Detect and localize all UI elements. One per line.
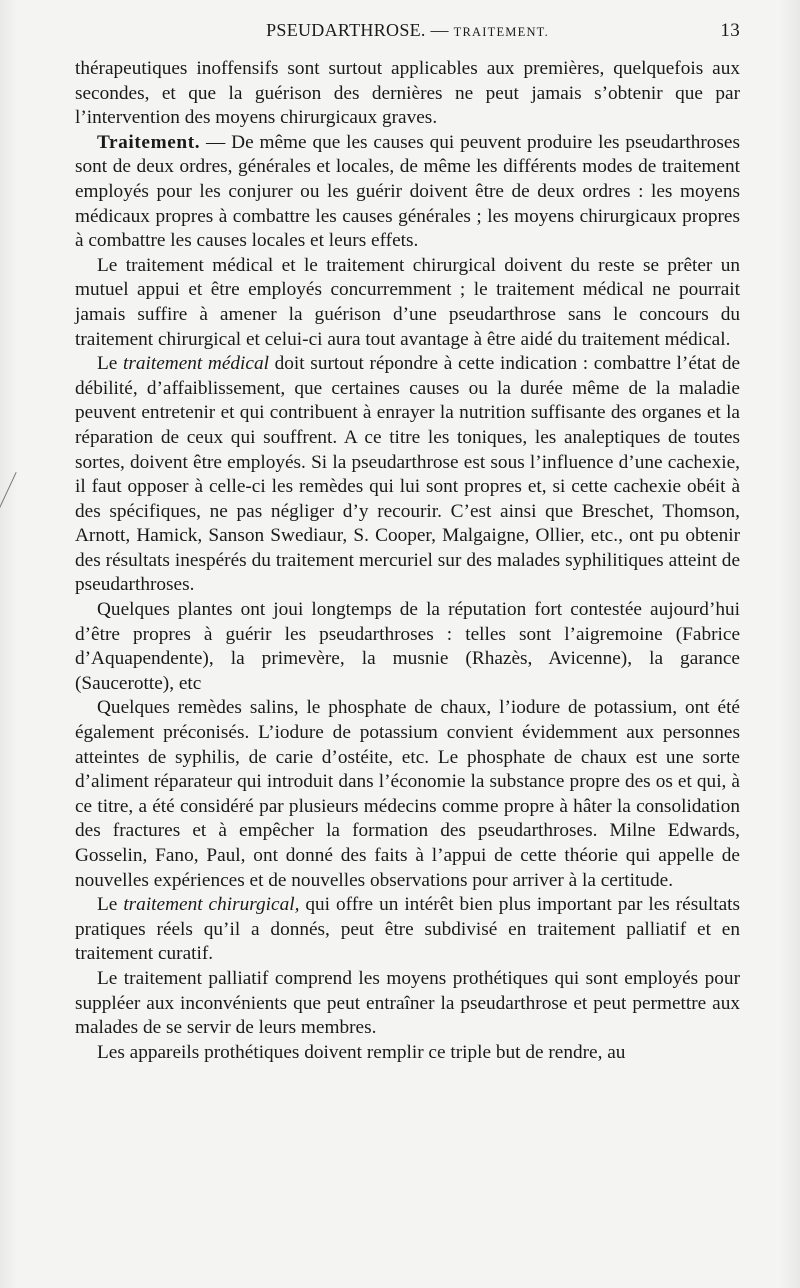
- paragraph-text: doit surtout répondre à cette indication : combattre l’état de débilité, d’affaiblissement, que certaines causes ou la durée même de la maladie peuvent entretenir et qui contribuent à enrayer la nutrition suffisante des organes et la réparation de ceux qui souffrent. A ce titre les toniques, les analeptiques de toutes sortes, doivent être employés. Si la pseudarthrose est sous l’influence d’une cachexie, il faut opposer à celle-ci les remèdes qui lui sont propres et, si cette cachexie obéit à des spécifiques, ne pas négliger d’y recourir. C’est ainsi que Breschet, Thomson, Arnott, Hamick, Sanson Swediaur, S. Cooper, Malgaigne, Ollier, etc., ont pu obtenir des résultats inespérés du traitement mercuriel sur des malades syphilitiques atteint de pseudarthroses.: [75, 353, 741, 596]
- running-title: [75, 20, 740, 41]
- running-title-main: PSEUDARTHROSE. —: [266, 20, 449, 40]
- paragraph-traitement-medical: [75, 352, 740, 598]
- paragraph-text: Quelques plantes ont joui longtemps de la réputation fort contestée aujourd’hui d’être propres à guérir les pseudarthroses : telles sont l’aigremoine (Fabrice d’Aquapendente), la primevère, la musnie (Rhazès, Avicenne), la garance (Saucerotte), etc: [75, 599, 740, 694]
- emphasis-term: traitement médical: [123, 353, 269, 375]
- paragraph: [75, 1041, 740, 1066]
- margin-mark: [0, 472, 17, 514]
- paragraph: [75, 967, 740, 1041]
- paragraph-traitement-chirurgical: [75, 893, 740, 967]
- page-number: 13: [720, 20, 740, 41]
- section-heading: Traitement.: [97, 131, 201, 153]
- running-title-section: TRAITEMENT.: [453, 25, 549, 39]
- paragraph-lead: Le: [97, 894, 124, 916]
- paragraph-lead: Le: [97, 353, 124, 375]
- page-header: [75, 20, 740, 46]
- emphasis-term: traitement chirurgical,: [123, 894, 300, 916]
- paragraph-continued: [75, 57, 740, 131]
- paragraph-text: Le traitement médical et le traitement chirurgical doivent du reste se prêter un mutuel appui et être employés concurremment ; le traitement médical ne pourrait jamais suffire à amener la guérison d’une pseudarthrose sans le concours du traitement chirurgical et celui-ci aura tout avantage à être aidé du traitement médical.: [75, 254, 740, 350]
- paragraph: [75, 254, 740, 352]
- paragraph-text: Quelques remèdes salins, le phosphate de chaux, l’iodure de potassium, ont été également préconisés. L’iodure de potassium convient évidemment aux personnes atteintes de syphilis, de carie d’ostéite, etc. Le phosphate de chaux est une sorte d’aliment réparateur qui introduit dans l’économie la substance propre des os et qui, à ce titre, a été considéré par plusieurs médecins comme propre à hâter la consolidation des fractures et à empêcher la formation des pseudarthroses. Milne Edwards, Gosselin, Fano, Paul, ont donné des faits à l’appui de cette théorie qui appelle de nouvelles expériences et de nouvelles observations pour arriver à la certitude.: [75, 697, 740, 891]
- paragraph: [75, 696, 740, 893]
- paragraph-text: Les appareils prothétiques doivent remplir ce triple but de rendre, au: [97, 1041, 626, 1063]
- paragraph-text: qui offre un intérêt bien plus important par les résultats pratiques réels qu’il a donnés, peut être subdivisé en traitement palliatif et en traitement curatif.: [75, 894, 740, 965]
- paragraph-text: thérapeutiques inoffensifs sont surtout applicables aux premières, quelquefois aux secondes, et que la guérison des dernières ne peut jamais s’obtenir que par l’intervention des moyens chirurgicaux graves.: [75, 58, 740, 129]
- paragraph-text: Le traitement palliatif comprend les moyens prothétiques qui sont employés pour suppléer aux inconvénients que peut entraîner la pseudarthrose et peut permettre aux malades de se servir de leurs membres.: [75, 967, 740, 1039]
- paragraph: [75, 598, 740, 696]
- paragraph-traitement: [75, 131, 740, 254]
- paragraph-text: — De même que les causes qui peuvent produire les pseudarthroses sont de deux ordres, générales et locales, de même les différents modes de traitement employés pour les conjurer ou les guérir doivent être de deux ordres : les moyens médicaux propres à combattre les causes générales ; les moyens chirurgicaux propres à combattre les causes locales et leurs effets.: [75, 131, 740, 252]
- page-body: [75, 57, 740, 1065]
